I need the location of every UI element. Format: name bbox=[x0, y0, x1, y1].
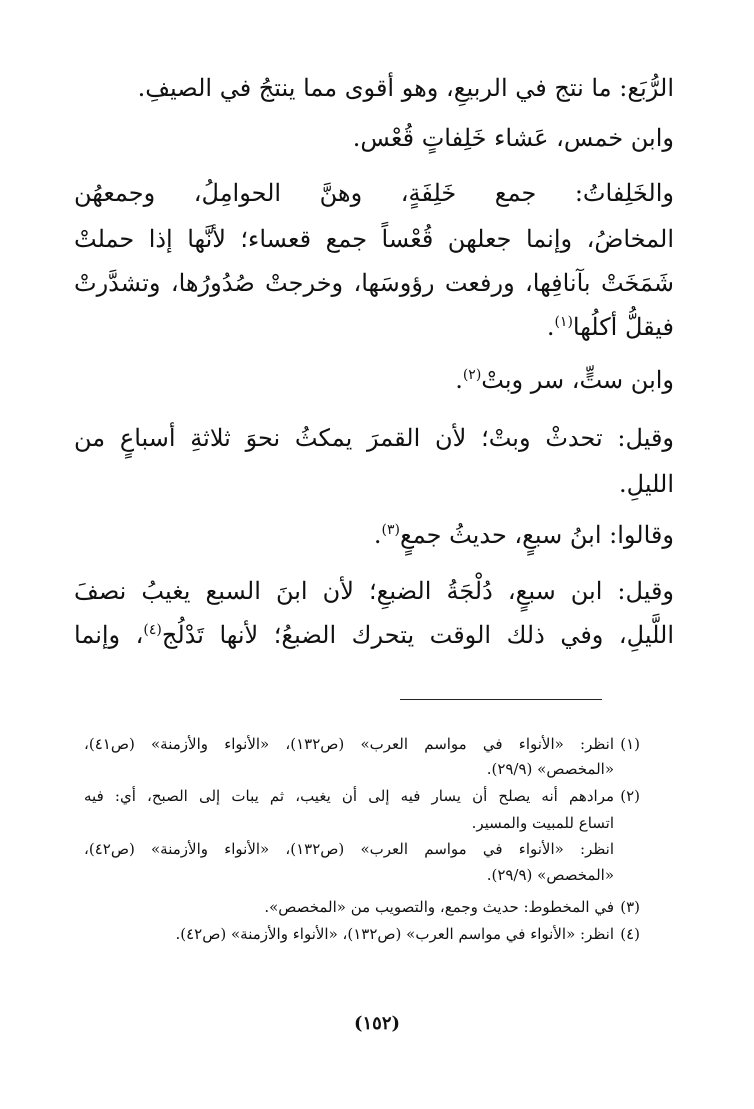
footnote-3-number: (٣) bbox=[620, 898, 640, 916]
footnote-2-line-3: انظر: «الأنواء في مواسم العرب» (ص١٣٢)، «الأنواء والأزمنة» (ص٤٢)، bbox=[84, 840, 614, 858]
footnote-2-line-4: «المخصص» (٢٩/٩). bbox=[486, 866, 614, 884]
footnote-marker-3: (٣) bbox=[381, 522, 400, 538]
footnote-1-line-2: «المخصص» (٢٩/٩). bbox=[486, 760, 614, 778]
body-line-10-text: وقالوا: ابنُ سبعٍ، حديثُ جمعٍ bbox=[399, 521, 674, 549]
footnote-2-line-1: مرادهم أنه يصلح أن يسار فيه إلى أن يغيب، ثم يبات إلى الصبح، أي: فيه bbox=[84, 787, 614, 805]
footnote-3-line-1: في المخطوط: حديث وجمع، والتصويب من «المخصص». bbox=[264, 898, 614, 916]
footnote-1-number: (١) bbox=[620, 735, 640, 753]
body-line-7-tail: . bbox=[455, 366, 463, 394]
body-line-8: وقيل: تحدثْ وبتْ؛ لأن القمرَ يمكثُ نحوَ ثلاثةِ أسباعٍ من bbox=[74, 424, 674, 452]
body-line-6 bbox=[74, 312, 674, 342]
body-line-10 bbox=[74, 520, 674, 550]
body-line-12 bbox=[74, 620, 674, 650]
footnote-4-number: (٤) bbox=[620, 925, 640, 943]
body-line-5: شَمَخَتْ بآنافِها، ورفعت رؤوسَها، وخرجتْ صُدُورُها، وتشدَّرتْ bbox=[74, 269, 674, 297]
body-line-7 bbox=[74, 365, 674, 395]
body-line-2: وابن خمس، عَشاء خَلِفاتٍ قُعْس. bbox=[352, 124, 674, 152]
body-line-6-text: فيقلُّ أكلُها bbox=[572, 313, 674, 341]
footnote-2-number: (٢) bbox=[620, 787, 640, 805]
body-line-4: المخاضُ، وإنما جعلهن قُعْساً جمع قعساء؛ لأنَّها إذا حملتْ bbox=[74, 225, 674, 253]
body-line-12-tail: ، وإنما bbox=[74, 621, 144, 649]
body-line-3: والخَلِفاتُ: جمع خَلِفَةٍ، وهنَّ الحوامِلُ، وجمعهُن bbox=[74, 179, 674, 207]
footnote-marker-1: (١) bbox=[554, 314, 573, 330]
footnote-separator bbox=[400, 699, 602, 700]
body-line-7-text: وابن ستٍّ، سر وبتْ bbox=[481, 366, 674, 394]
footnote-marker-4: (٤) bbox=[143, 622, 162, 638]
footnote-2-line-2: اتساع للمبيت والمسير. bbox=[471, 814, 614, 832]
footnote-4-line-1: انظر: «الأنواء في مواسم العرب» (ص١٣٢)، «الأنواء والأزمنة» (ص٤٢). bbox=[175, 925, 614, 943]
body-line-9: الليلِ. bbox=[619, 470, 674, 498]
footnote-1-line-1: انظر: «الأنواء في مواسم العرب» (ص١٣٢)، «الأنواء والأزمنة» (ص٤١)، bbox=[84, 735, 614, 753]
body-line-1: الرُّبَع: ما نتج في الربيعِ، وهو أقوى مما ينتجُ في الصيفِ. bbox=[137, 74, 674, 102]
footnote-marker-2: (٢) bbox=[462, 367, 482, 383]
body-line-10-tail: . bbox=[373, 521, 382, 549]
body-line-11: وقيل: ابن سبعٍ، دُلْجَةُ الضبعِ؛ لأن ابنَ السبع يغيبُ نصفَ bbox=[74, 577, 674, 605]
body-line-6-tail: . bbox=[546, 313, 555, 341]
page-number: (١٥٢) bbox=[353, 1013, 401, 1034]
body-line-12-text: اللَّيلِ، وفي ذلك الوقت يتحرك الضبعُ؛ لأنها تَدْلُج bbox=[161, 621, 674, 649]
